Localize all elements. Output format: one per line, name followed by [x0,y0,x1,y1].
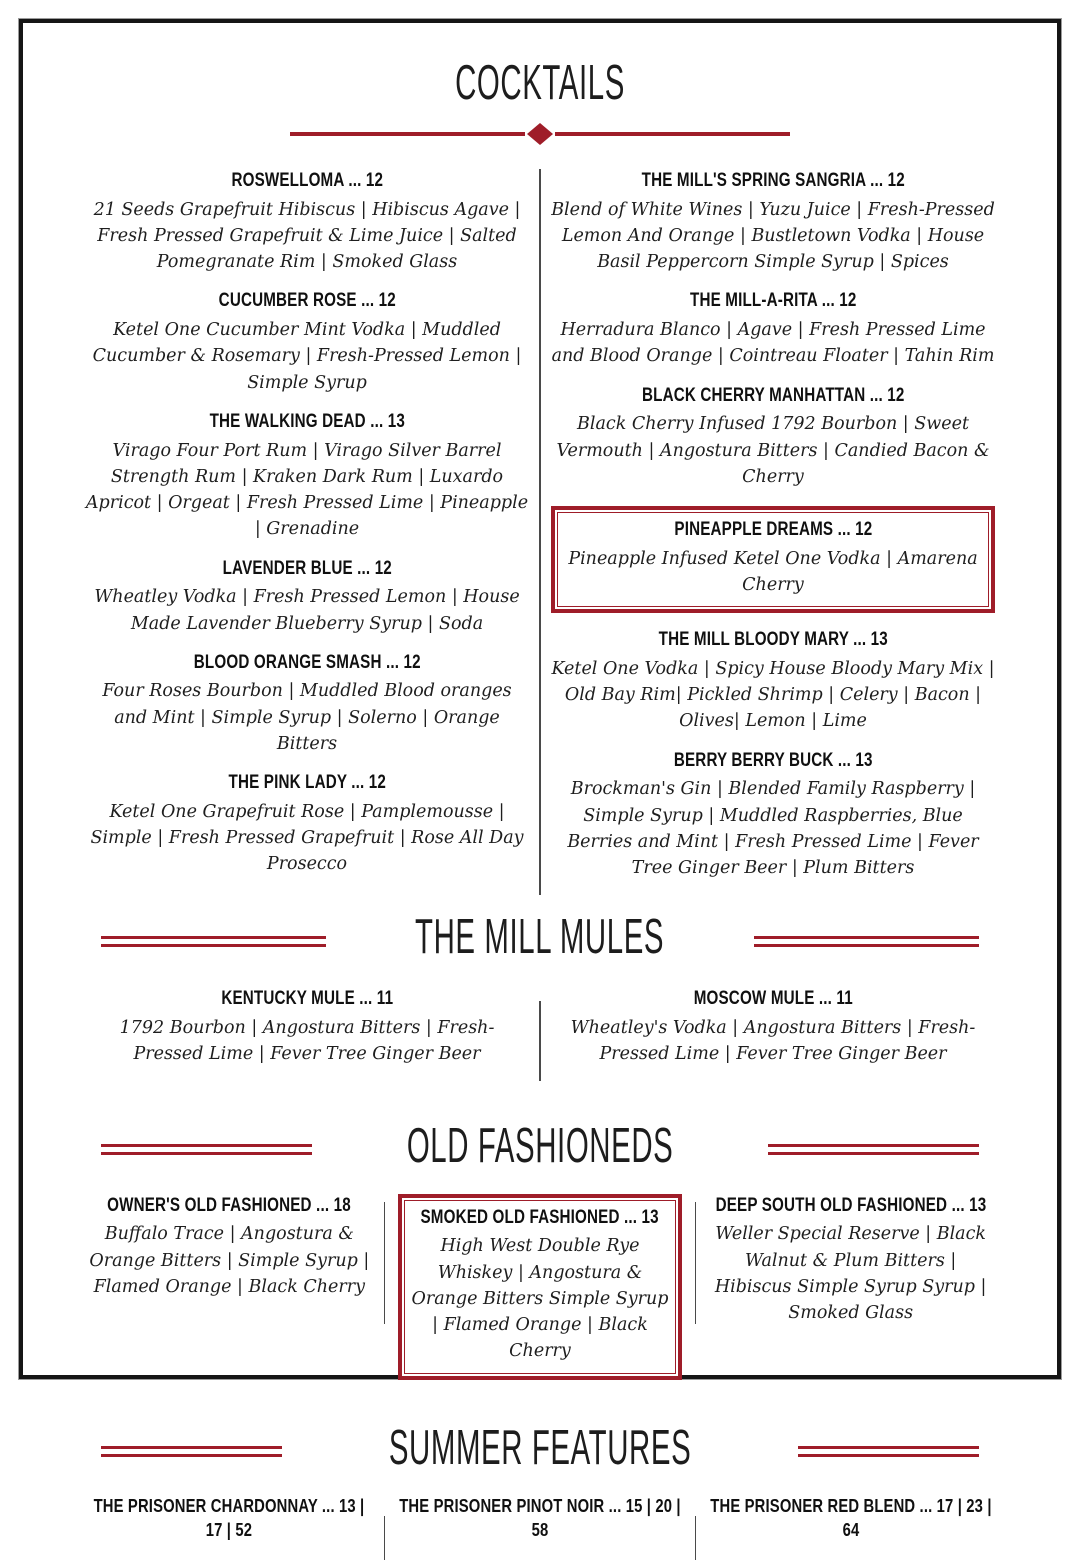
menu-item-description: Ketel One Grapefruit Rose | Pamplemousse | Simple | Fresh Pressed Grapefruit | Rose All Day Prosecco [90,801,524,875]
diamond-icon [527,123,553,145]
mule-left-column [75,987,539,1081]
old-fashioneds-title: OLD FASHIONEDS [406,1118,674,1173]
double-rule-right [798,1446,979,1457]
summer-right-column [696,1494,1005,1560]
cocktails-columns [75,169,1005,895]
cocktails-left-column [75,169,539,895]
menu-item-name: PINEAPPLE DREAMS ... 12 [674,519,872,541]
menu-item-description: Buffalo Trace | Angostura & Orange Bitters | Simple Syrup | Flamed Orange | Black Cherry [89,1224,370,1297]
menu-item-name: BLOOD ORANGE SMASH ... 12 [193,651,421,673]
menu-item-name: THE PRISONER PINOT NOIR ... 15 | 20 | 58 [399,1494,681,1540]
menu-item-name: THE MILL'S SPRING SANGRIA ... 12 [641,170,905,191]
menu-item [85,987,529,1067]
summer-features-columns [75,1494,1005,1560]
menu-item-name: THE WALKING DEAD ... 13 [209,410,405,432]
menu-item-description: Ketel One Cucumber Mint Vodka | Muddled Cucumber & Rosemary | Fresh-Pressed Lemon | Simple Syrup [92,320,522,393]
menu-item-name: KENTUCKY MULE ... 11 [221,988,393,1010]
double-rule-right [754,936,979,947]
menu-item [85,1194,374,1300]
mules-header [101,909,979,965]
old-fashioneds-header [101,1118,979,1174]
of-right-column [696,1194,1005,1380]
menu-item-description: Brockman's Gin | Blended Family Raspberry | Simple Syrup | Muddled Raspberries, Blue Berries and Mint | Fresh Pressed Lime | Fever Tree Ginger Beer | Plum Bitters [567,779,979,879]
menu-item-name: BLACK CHERRY MANHATTAN ... 12 [641,384,905,406]
summer-features-header [101,1420,979,1476]
menu-item-name: DEEP SOUTH OLD FASHIONED ... 13 [715,1194,987,1216]
menu-item-name: MOSCOW MULE ... 11 [693,988,853,1010]
menu-item-name: OWNER'S OLD FASHIONED ... 18 [107,1194,352,1216]
menu-item-description: Wheatley Vodka | Fresh Pressed Lemon | House Made Lavender Blueberry Syrup | Soda [94,587,520,634]
mules-columns [75,987,1005,1081]
cocktails-section [75,55,1005,895]
menu-item-description: Weller Special Reserve | Black Walnut & Plum Bitters | Hibiscus Simple Syrup Syrup | Smoked Glass [714,1224,987,1323]
old-fashioneds-section [75,1118,1005,1380]
menu-item [551,384,995,490]
summer-features-section [75,1420,1005,1560]
double-rule-right [768,1144,979,1155]
menu-item-name: THE MILL BLOODY MARY ... 13 [658,629,888,651]
menu-item-name: THE MILL-A-RITA ... 12 [689,290,857,312]
menu-item-name: THE PINK LADY ... 12 [228,772,386,794]
menu-item-name: THE PRISONER RED BLEND ... 17 | 23 | 64 [709,1494,992,1540]
menu-item [551,169,995,275]
mules-title: THE MILL MULES [415,910,665,965]
menu-item [706,1194,995,1327]
menu-item-name: BERRY BERRY BUCK ... 13 [673,749,873,771]
double-rule-left [101,1446,282,1457]
menu-item-description: Virago Four Port Rum | Virago Silver Barrel Strength Rum | Kraken Dark Rum | Luxardo Apricot | Orgeat | Fresh Pressed Lime | Pineapple | Grenadine [85,440,529,540]
menu-page [23,23,1057,1540]
menu-item [551,749,995,882]
rule-left [290,132,525,136]
menu-item [85,410,529,543]
menu-item-name: SMOKED OLD FASHIONED ... 13 [420,1206,660,1228]
double-rule-left [101,1144,312,1155]
cocktails-right-column [541,169,1005,895]
summer-middle-column [386,1494,695,1560]
menu-item-description: Pineapple Infused Ketel One Vodka | Amarena Cherry [568,548,978,595]
menu-item-highlighted [551,506,995,613]
menu-item-name: ROSWELLOMA ... 12 [231,170,383,191]
rule-right [555,132,790,136]
menu-item-name: THE PRISONER CHARDONNAY ... 13 | 17 | 52 [93,1494,365,1540]
title-divider [290,123,790,145]
menu-item [551,289,995,369]
menu-item-description: Ketel One Vodka | Spicy House Bloody Mary Mix | Old Bay Rim| Pickled Shrimp | Celery | Bacon | Olives| Lemon | Lime [551,658,995,732]
menu-item-description: Herradura Blanco | Agave | Fresh Pressed Lime and Blood Orange | Cointreau Floater | Tahin Rim [551,320,995,367]
menu-item [85,289,529,395]
summer-features-title: SUMMER FEATURES [388,1420,692,1475]
menu-item-description: Wheatley's Vodka | Angostura Bitters | Fresh-Pressed Lime | Fever Tree Ginger Beer [570,1018,976,1065]
cocktails-title: COCKTAILS [455,56,625,110]
old-fashioneds-columns [75,1194,1005,1380]
of-left-column [75,1194,384,1380]
menu-item-description: High West Double Rye Whiskey | Angostura & Orange Bitters Simple Syrup | Flamed Orange | Black Cherry [411,1236,669,1362]
menu-item [85,557,529,637]
menu-item [551,987,995,1067]
menu-item [85,771,529,877]
menu-item [85,169,529,275]
menu-item-name: LAVENDER BLUE ... 12 [222,557,392,579]
menu-item-description: Four Roses Bourbon | Muddled Blood oranges and Mint | Simple Syrup | Solerno | Orange Bitters [102,681,512,754]
menu-item-highlighted [398,1194,683,1380]
of-middle-column [386,1194,695,1380]
menu-item-description: Blend of White Wines | Yuzu Juice | Fresh-Pressed Lemon And Orange | Bustletown Vodka | House Basil Peppercorn Simple Syrup | Spices [551,199,995,273]
menu-item-description: 1792 Bourbon | Angostura Bitters | Fresh-Pressed Lime | Fever Tree Ginger Beer [119,1018,495,1065]
menu-item [85,651,529,757]
menu-item-description: Black Cherry Infused 1792 Bourbon | Sweet Vermouth | Angostura Bitters | Candied Bacon & Cherry [556,414,990,487]
mule-right-column [541,987,1005,1081]
summer-left-column [75,1494,384,1560]
menu-item-description: 21 Seeds Grapefruit Hibiscus | Hibiscus Agave | Fresh Pressed Grapefruit & Lime Juice | Salted Pomegranate Rim | Smoked Glass [93,199,521,273]
mules-section [75,909,1005,1081]
menu-item [551,628,995,734]
double-rule-left [101,936,326,947]
menu-item-name: CUCUMBER ROSE ... 12 [218,290,396,312]
